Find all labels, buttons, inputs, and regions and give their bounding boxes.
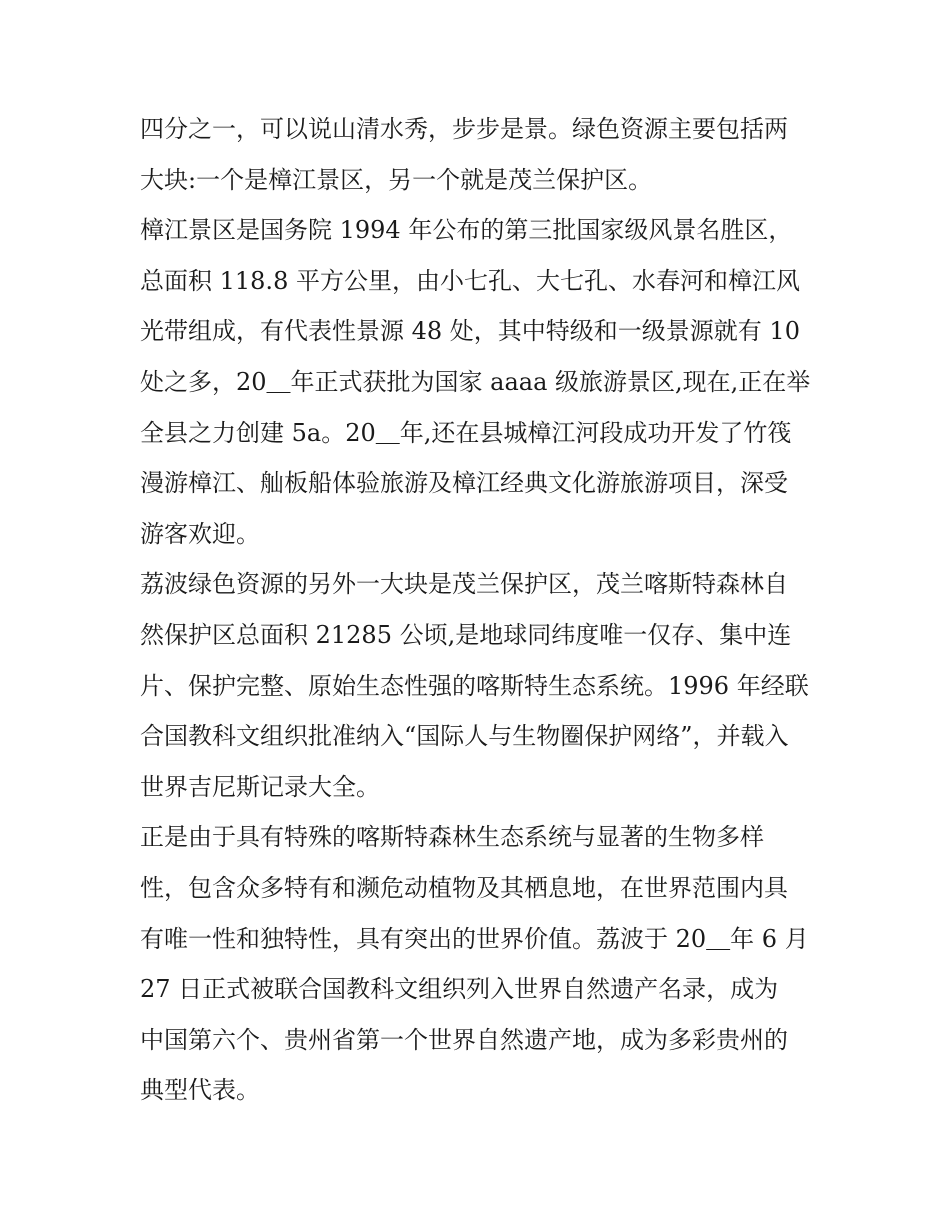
text-line: 樟江景区是国务院 1994 年公布的第三批国家级风景名胜区， (140, 216, 793, 245)
text-line: 然保护区总面积 21285 公顷,是地球同纬度唯一仅存、集中连 (140, 620, 792, 649)
text-line: 中国第六个、贵州省第一个世界自然遗产地，成为多彩贵州的 (140, 1025, 788, 1054)
text-line: 有唯一性和独特性，具有突出的世界价值。荔波于 20＿年 6 月 (140, 924, 809, 953)
text-line: 典型代表。 (140, 1076, 260, 1105)
text-line: 荔波绿色资源的另外一大块是茂兰保护区，茂兰喀斯特森林自 (140, 570, 788, 599)
text-line: 大块:一个是樟江景区，另一个就是茂兰保护区。 (140, 165, 653, 194)
text-line: 四分之一，可以说山清水秀，步步是景。绿色资源主要包括两 (140, 115, 788, 143)
text-line: 正是由于具有特殊的喀斯特森林生态系统与显著的生物多样 (140, 823, 764, 852)
document-body (140, 104, 812, 1116)
text-line: 27 日正式被联合国教科文组织列入世界自然遗产名录，成为 (140, 975, 779, 1004)
text-line: 片、保护完整、原始生态性强的喀斯特生态系统。1996 年经联 (140, 671, 809, 700)
text-line: 处之多，20＿年正式获批为国家 aaaa 级旅游景区,现在,正在举 (140, 367, 811, 396)
text-line: 性，包含众多特有和濒危动植物及其栖息地，在世界范围内具 (140, 873, 788, 902)
text-line: 总面积 118.8 平方公里，由小七孔、大七孔、水春河和樟江风 (140, 266, 800, 295)
text-line: 全县之力创建 5a。20＿年,还在县城樟江河段成功开发了竹筏 (140, 418, 792, 447)
text-line: 合国教科文组织批准纳入“国际人与生物圈保护网络”，并载入 (140, 722, 789, 751)
text-line: 漫游樟江、舢板船体验旅游及樟江经典文化游旅游项目，深受 (140, 469, 788, 498)
text-line: 世界吉尼斯记录大全。 (140, 772, 380, 801)
text-line: 光带组成，有代表性景源 48 处，其中特级和一级景源就有 10 (140, 317, 800, 346)
text-line: 游客欢迎。 (140, 519, 260, 548)
